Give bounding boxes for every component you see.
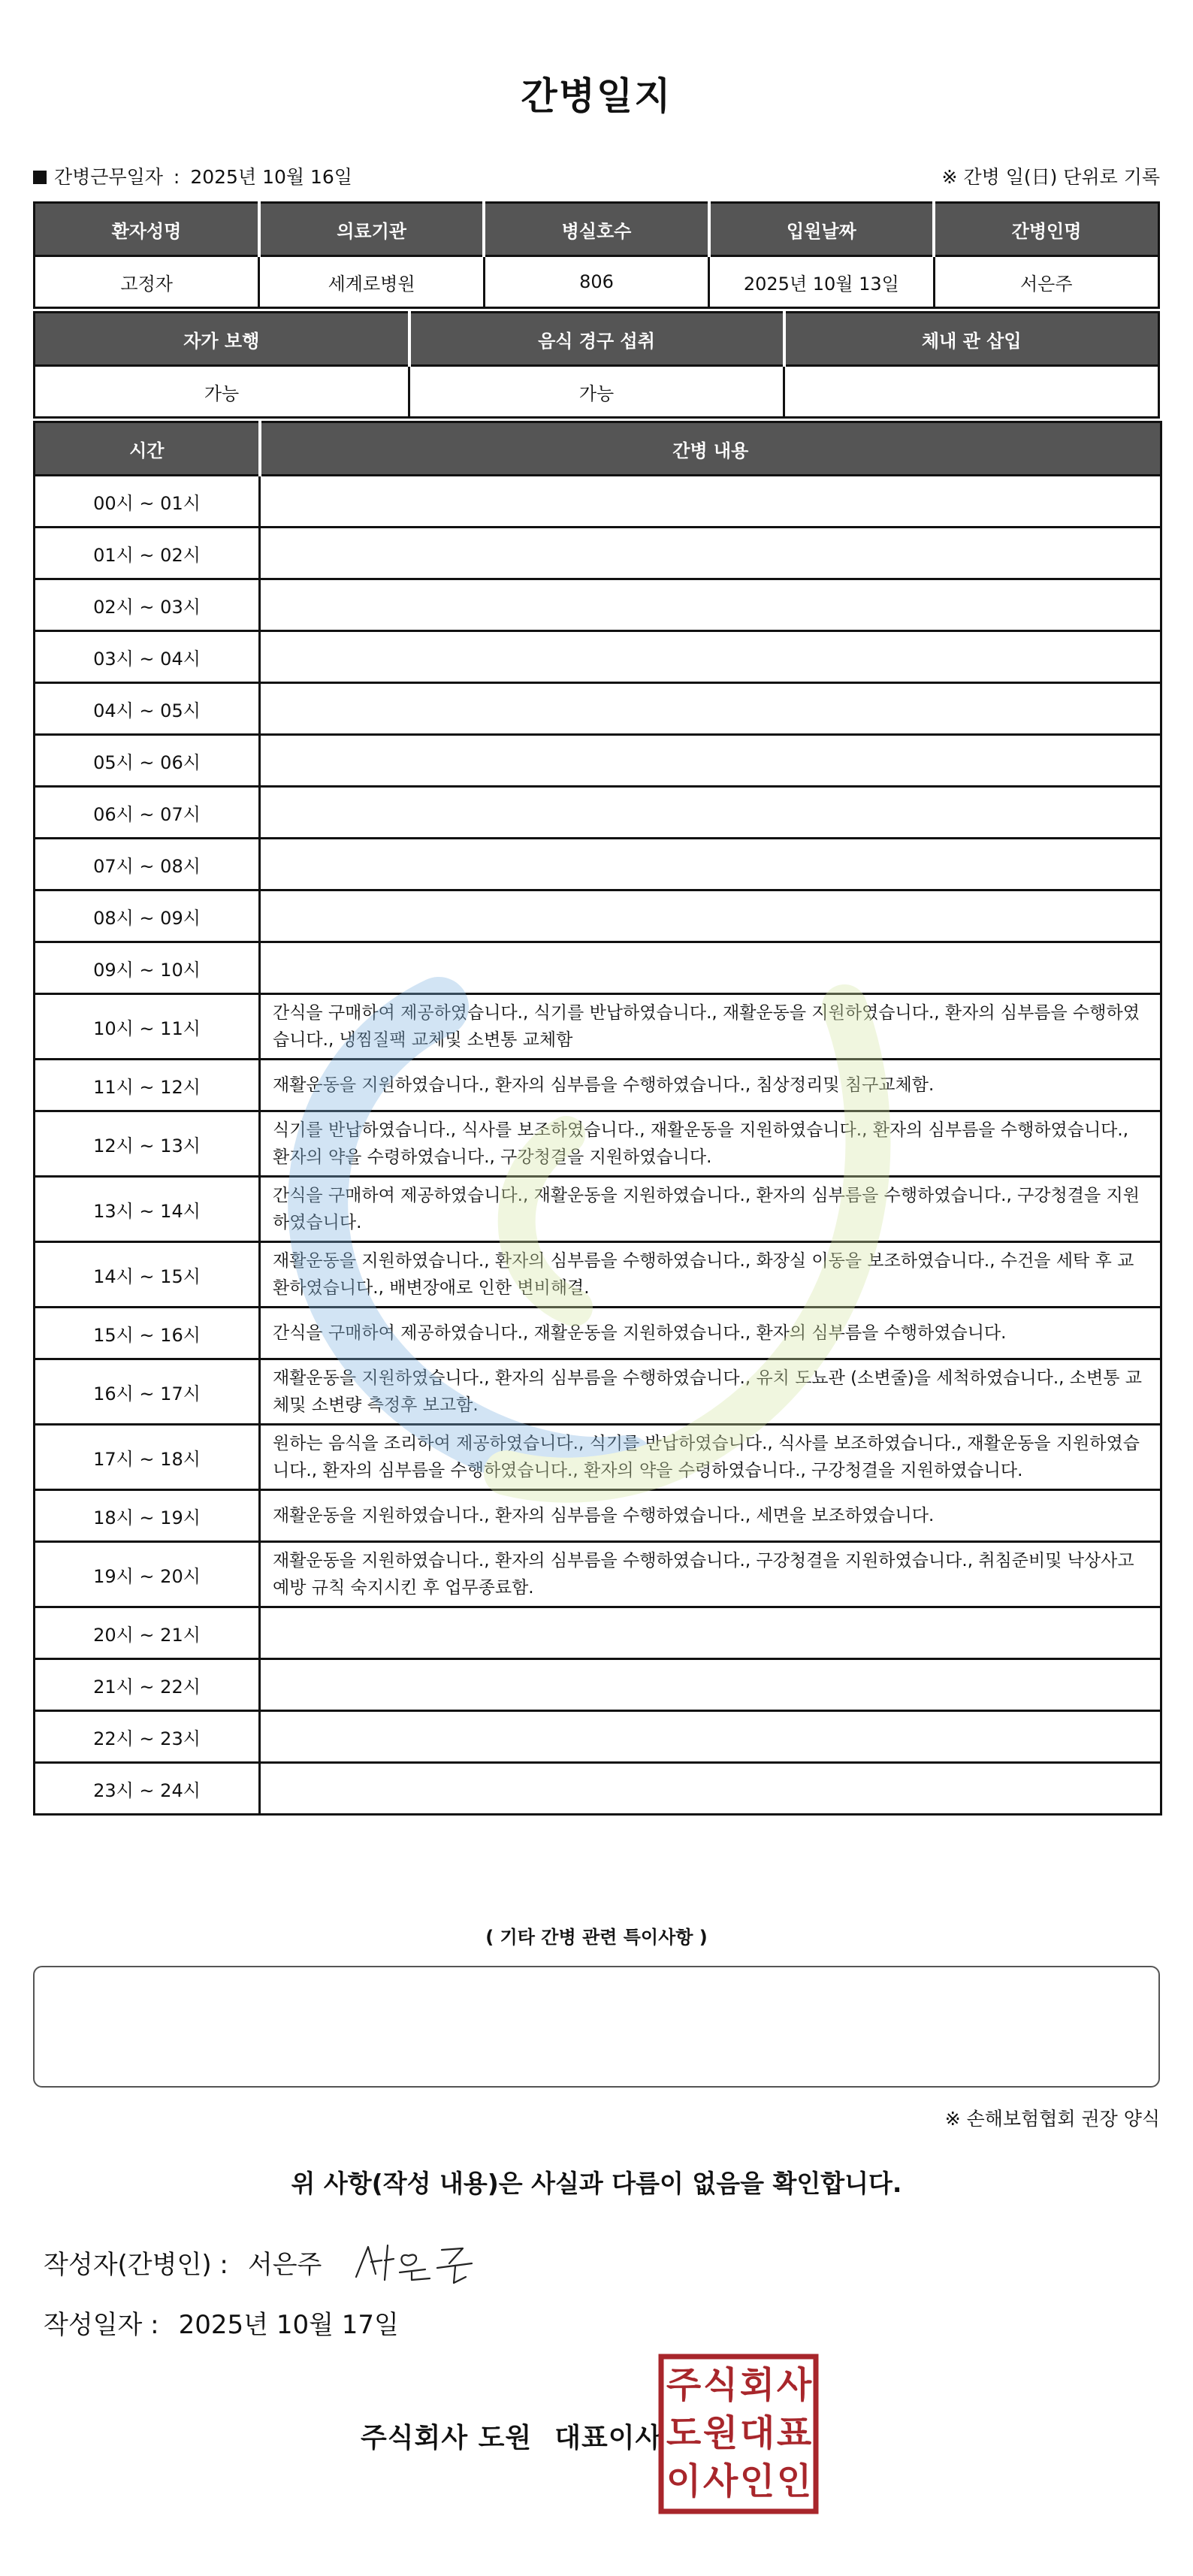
log-row xyxy=(35,579,1161,631)
log-content xyxy=(260,839,1161,890)
log-content xyxy=(260,631,1161,683)
record-unit-note: ※ 간병 일(日) 단위로 기록 xyxy=(941,166,1160,188)
status-header-row xyxy=(35,313,1159,366)
seal-character: 대 xyxy=(739,2412,775,2454)
log-content xyxy=(260,787,1161,839)
work-date-value: 2025년 10월 16일 xyxy=(190,166,352,188)
writer-line xyxy=(44,2244,322,2281)
header-oral-intake: 음식 경구 섭취 xyxy=(409,313,784,366)
log-row xyxy=(35,476,1161,528)
admission-date: 2025년 10월 13일 xyxy=(709,256,934,308)
log-time: 02시 ~ 03시 xyxy=(35,579,260,631)
log-row xyxy=(35,1763,1161,1815)
care-log-table xyxy=(33,421,1162,1816)
log-body xyxy=(35,476,1161,1815)
square-bullet-icon xyxy=(33,171,47,184)
log-time: 13시 ~ 14시 xyxy=(35,1177,260,1242)
log-time: 10시 ~ 11시 xyxy=(35,994,260,1060)
seal-character: 인 xyxy=(776,2460,812,2502)
log-content xyxy=(260,579,1161,631)
log-content xyxy=(260,1763,1161,1815)
log-time: 22시 ~ 23시 xyxy=(35,1711,260,1763)
log-time: 14시 ~ 15시 xyxy=(35,1242,260,1308)
company-representative: 대표이사 xyxy=(554,2423,663,2454)
seal-character: 회 xyxy=(739,2364,775,2406)
log-time: 01시 ~ 02시 xyxy=(35,528,260,579)
log-time: 06시 ~ 07시 xyxy=(35,787,260,839)
log-row xyxy=(35,1659,1161,1711)
log-content xyxy=(260,942,1161,994)
self-walking-value: 가능 xyxy=(35,366,409,418)
log-row xyxy=(35,528,1161,579)
patient-value-row xyxy=(35,256,1159,308)
log-row xyxy=(35,839,1161,890)
log-row xyxy=(35,942,1161,994)
header-self-walking: 자가 보행 xyxy=(35,313,409,366)
log-content: 간식을 구매하여 제공하였습니다., 재활운동을 지원하였습니다., 환자의 심부름을 수행하였습니다., 구강청결을 지원하였습니다. xyxy=(260,1177,1161,1242)
log-time: 23시 ~ 24시 xyxy=(35,1763,260,1815)
company-line xyxy=(361,2417,662,2455)
header-care-content: 간병 내용 xyxy=(260,422,1161,476)
log-row xyxy=(35,890,1161,942)
seal-character: 주 xyxy=(666,2364,702,2406)
company-name: 주식회사 도원 xyxy=(361,2423,533,2454)
log-time: 20시 ~ 21시 xyxy=(35,1607,260,1659)
log-content xyxy=(260,735,1161,787)
work-date-separator: : xyxy=(173,166,180,188)
header-room-number: 병실호수 xyxy=(484,203,708,256)
log-content xyxy=(260,1711,1161,1763)
log-row xyxy=(35,1359,1161,1425)
log-time: 00시 ~ 01시 xyxy=(35,476,260,528)
other-notes-box xyxy=(33,1966,1160,2088)
patient-status-table xyxy=(33,311,1160,419)
log-row xyxy=(35,1607,1161,1659)
log-row xyxy=(35,1490,1161,1542)
seal-character: 인 xyxy=(739,2460,775,2502)
log-content xyxy=(260,1607,1161,1659)
log-time: 08시 ~ 09시 xyxy=(35,890,260,942)
log-time: 15시 ~ 16시 xyxy=(35,1308,260,1359)
seal-character: 사 xyxy=(702,2460,738,2502)
handwritten-signature xyxy=(346,2230,488,2293)
tube-insertion-value xyxy=(784,366,1159,418)
log-row xyxy=(35,735,1161,787)
confirm-statement: 위 사항(작성 내용)은 사실과 다름이 없음을 확인합니다. xyxy=(291,2169,902,2198)
seal-character: 사 xyxy=(776,2364,812,2406)
log-row xyxy=(35,1177,1161,1242)
seal-character: 식 xyxy=(702,2364,738,2406)
header-caregiver-name: 간병인명 xyxy=(934,203,1158,256)
log-row xyxy=(35,1711,1161,1763)
log-time: 09시 ~ 10시 xyxy=(35,942,260,994)
log-content: 재활운동을 지원하였습니다., 환자의 심부름을 수행하였습니다., 구강청결을 지원하였습니다., 취침준비및 낙상사고 예방 규칙 숙지시킨 후 업무종료함. xyxy=(260,1542,1161,1607)
seal-character: 표 xyxy=(776,2412,812,2454)
recommend-note: ※ 손해보험협회 권장 양식 xyxy=(944,2108,1160,2130)
writer-label: 작성자(간병인) : xyxy=(44,2250,228,2280)
other-notes-title: ( 기타 간병 관련 특이사항 ) xyxy=(485,1927,708,1948)
log-row xyxy=(35,1425,1161,1490)
patient-header-row xyxy=(35,203,1159,256)
company-seal-stamp xyxy=(658,2354,819,2517)
seal-character: 이 xyxy=(666,2460,702,2502)
written-date-value: 2025년 10월 17일 xyxy=(178,2310,399,2340)
work-date-line xyxy=(33,162,352,189)
log-time: 12시 ~ 13시 xyxy=(35,1111,260,1177)
page-title: 간병일지 xyxy=(521,74,672,118)
header-hospital: 의료기관 xyxy=(259,203,484,256)
writer-name: 서은주 xyxy=(247,2250,322,2280)
status-value-row xyxy=(35,366,1159,418)
log-row xyxy=(35,631,1161,683)
log-content: 식기를 반납하였습니다., 식사를 보조하였습니다., 재활운동을 지원하였습니다., 환자의 심부름을 수행하였습니다., 환자의 약을 수령하였습니다., 구강청결을 지원하였습니다. xyxy=(260,1111,1161,1177)
work-date-label: 간병근무일자 xyxy=(54,166,163,188)
header-time: 시간 xyxy=(35,422,260,476)
log-time: 04시 ~ 05시 xyxy=(35,683,260,735)
log-time: 16시 ~ 17시 xyxy=(35,1359,260,1425)
log-content xyxy=(260,1659,1161,1711)
patient-info-table xyxy=(33,201,1160,309)
log-row xyxy=(35,787,1161,839)
log-row xyxy=(35,1111,1161,1177)
room-number: 806 xyxy=(484,256,708,308)
log-row xyxy=(35,683,1161,735)
log-time: 21시 ~ 22시 xyxy=(35,1659,260,1711)
log-content: 재활운동을 지원하였습니다., 환자의 심부름을 수행하였습니다., 세면을 보조하였습니다. xyxy=(260,1490,1161,1542)
log-content: 재활운동을 지원하였습니다., 환자의 심부름을 수행하였습니다., 침상정리및 침구교체함. xyxy=(260,1060,1161,1111)
log-content: 간식을 구매하여 제공하였습니다., 식기를 반납하였습니다., 재활운동을 지원하였습니다., 환자의 심부름을 수행하였습니다., 냉찜질팩 교체및 소변통 교체함 xyxy=(260,994,1161,1060)
log-content: 원하는 음식을 조리하여 제공하였습니다., 식기를 반납하였습니다., 식사를 보조하였습니다., 재활운동을 지원하였습니다., 환자의 심부름을 수행하였습니다., 환자의 약을 수령하였습니다., 구강청결을 지원하였습니다. xyxy=(260,1425,1161,1490)
seal-character: 도 xyxy=(666,2412,702,2454)
patient-name: 고정자 xyxy=(35,256,259,308)
log-row xyxy=(35,1542,1161,1607)
header-tube-insertion: 체내 관 삽입 xyxy=(784,313,1159,366)
log-content xyxy=(260,890,1161,942)
log-row xyxy=(35,1242,1161,1308)
header-admission-date: 입원날짜 xyxy=(709,203,934,256)
log-time: 07시 ~ 08시 xyxy=(35,839,260,890)
log-time: 18시 ~ 19시 xyxy=(35,1490,260,1542)
written-date-label: 작성일자 : xyxy=(44,2310,159,2340)
written-date-line xyxy=(44,2304,399,2341)
log-content xyxy=(260,683,1161,735)
log-row xyxy=(35,1308,1161,1359)
seal-character: 원 xyxy=(702,2412,738,2454)
log-content: 간식을 구매하여 제공하였습니다., 재활운동을 지원하였습니다., 환자의 심부름을 수행하였습니다. xyxy=(260,1308,1161,1359)
log-content xyxy=(260,476,1161,528)
log-time: 17시 ~ 18시 xyxy=(35,1425,260,1490)
header-patient-name: 환자성명 xyxy=(35,203,259,256)
log-row xyxy=(35,1060,1161,1111)
log-content xyxy=(260,528,1161,579)
log-time: 05시 ~ 06시 xyxy=(35,735,260,787)
log-content: 재활운동을 지원하였습니다., 환자의 심부름을 수행하였습니다., 화장실 이동을 보조하였습니다., 수건을 세탁 후 교환하였습니다., 배변장애로 인한 변비해결. xyxy=(260,1242,1161,1308)
caregiver-name: 서은주 xyxy=(934,256,1158,308)
log-time: 03시 ~ 04시 xyxy=(35,631,260,683)
log-row xyxy=(35,994,1161,1060)
log-header-row xyxy=(35,422,1161,476)
log-content: 재활운동을 지원하였습니다., 환자의 심부름을 수행하였습니다., 유치 도뇨관 (소변줄)을 세척하였습니다., 소변통 교체및 소변량 측정후 보고함. xyxy=(260,1359,1161,1425)
oral-intake-value: 가능 xyxy=(409,366,784,418)
log-time: 11시 ~ 12시 xyxy=(35,1060,260,1111)
log-time: 19시 ~ 20시 xyxy=(35,1542,260,1607)
hospital-name: 세계로병원 xyxy=(259,256,484,308)
